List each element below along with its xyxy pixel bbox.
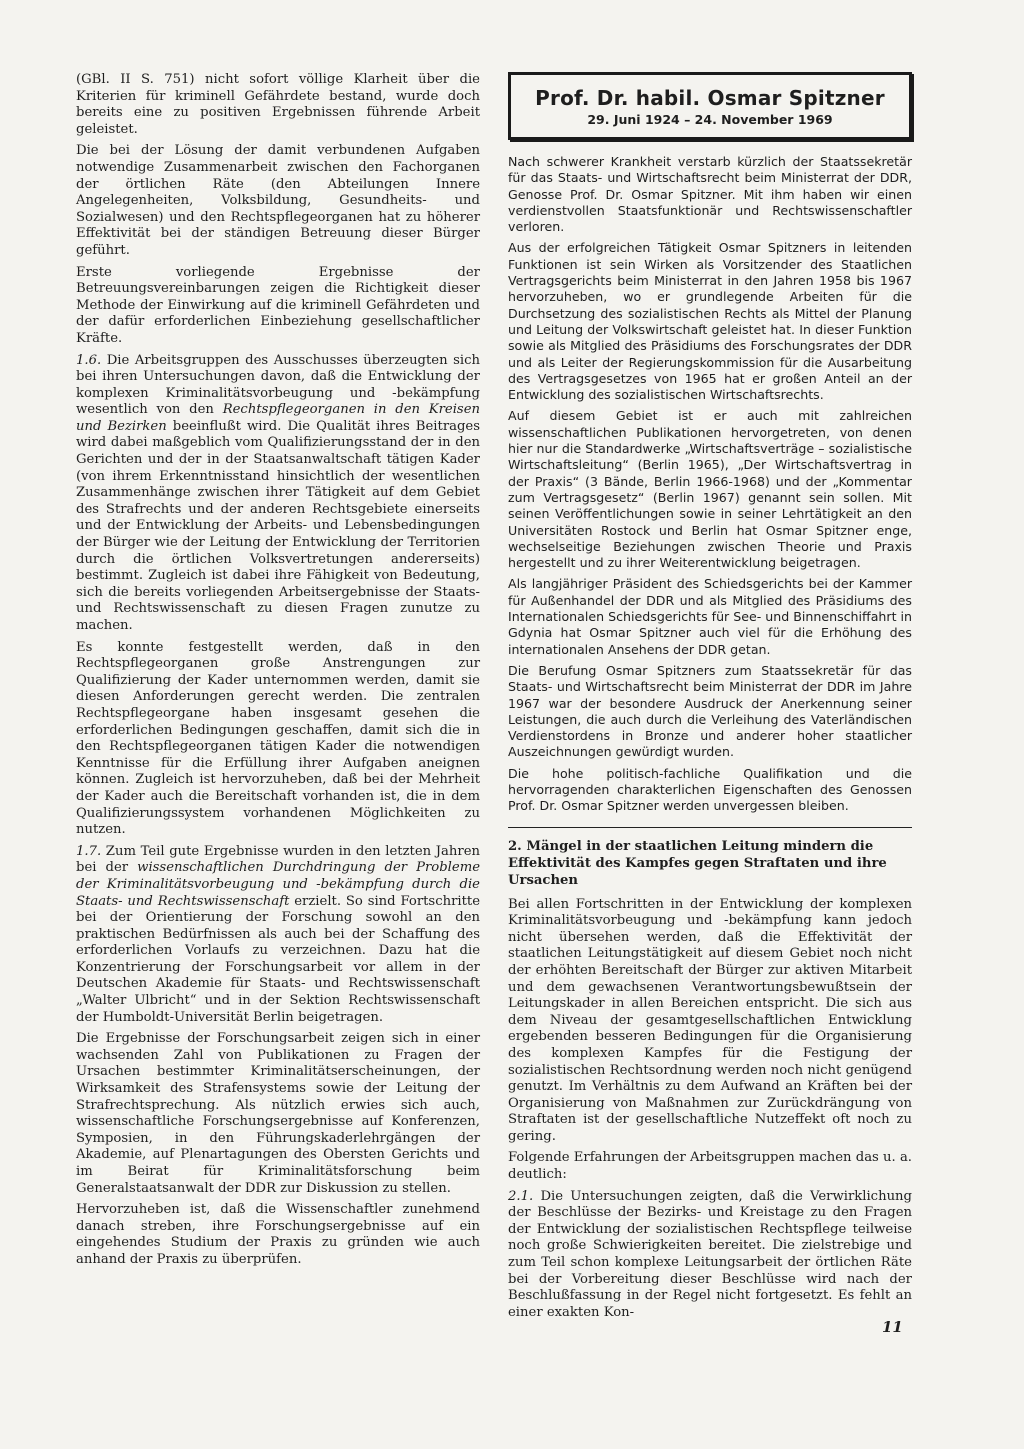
- left-column: [76, 72, 480, 1274]
- paragraph: Die bei der Lösung der damit verbundenen Aufgaben notwendige Zusammenarbeit zwischen den Fachorganen der örtlichen Räte (den Abteilungen Innere Angelegenheiten, Volksbildung, Gesundheits- und Sozialwesen) und den Rechtspflegeorganen hat zu höherer Effektivität bei der ständigen Betreuung dieser Bürger geführt.: [76, 143, 480, 258]
- text-run: Zum Teil gute Ergebnisse wurden in den letzten Jahren bei der: [76, 843, 480, 876]
- paragraph: Folgende Erfahrungen der Arbeitsgruppen machen das u. a. deutlich:: [508, 1150, 912, 1183]
- page-number: 11: [882, 1318, 903, 1336]
- emphasis-text: Rechtspflegeorganen in den Kreisen und Bezirken: [76, 402, 480, 434]
- section-heading: 2. Mängel in der staatlichen Leitung mindern die Effektivität des Kampfes gegen Straftaten und ihre Ursachen: [508, 838, 887, 888]
- text-run: erzielt. So sind Fortschritte bei der Orientierung der Forschung sowohl an den praktischen Bedürfnissen als auch bei der Schaffung des erforderlichen Vorlaufs zu verzeichnen. Dazu hat die Konzentrierung der Forschungsarbeit vor allem in der Deutschen Akademie für Staats- und Rechtswissenschaft „Walter Ulbricht“ und in der Sektion Rechtswissenschaft der Humboldt-Universität Berlin beigetragen.: [76, 893, 480, 1025]
- text-run: Die Arbeitsgruppen des Ausschusses überzeugten sich bei ihren Untersuchungen davon, daß die Entwicklung der komplexen Kriminalitätsvorbeugung und -bekämpfung wesentlich von den: [76, 352, 480, 418]
- section-number: 1.7.: [76, 843, 102, 859]
- divider: [508, 827, 912, 828]
- paragraph: Auf diesem Gebiet ist er auch mit zahlreichen wissenschaftlichen Publikationen hervorgetreten, von denen hier nur die Standardwerke „Wirtschaftsverträge – sozialistische Wirtschaftsleitung“ (Berlin 1965), „Der Wirtschaftsvertrag in der Praxis“ (3 Bände, Berlin 1966-1968) und der „Kommentar zum Vertragsgesetz“ (Berlin 1967) genannt sein sollen. Mit seinen Veröffentlichungen sowie in seiner Lehrtätigkeit an den Universitäten Rostock und Berlin hat Osmar Spitzner enge, wechselseitige Beziehungen zwischen Theorie und Praxis hergestellt und zu ihrer Weiterentwicklung beigetragen.: [508, 408, 912, 571]
- paragraph: Die Ergebnisse der Forschungsarbeit zeigen sich in einer wachsenden Zahl von Publikationen zu Fragen der Ursachen bestimmter Kriminalitätserscheinungen, der Wirksamkeit des Strafensystems sowie der Leitung der Strafrechtsprechung. Als nützlich erwies sich auch, wissenschaftliche Forschungsergebnisse auf Konferenzen, Symposien, in den Führungskaderlehrgängen der Akademie, auf Plenartagungen des Obersten Gerichts und im Beirat für Kriminalitätsforschung beim Generalstaatsanwalt der DDR zur Diskussion zu stellen.: [76, 1031, 480, 1196]
- obituary-name: Prof. Dr. habil. Osmar Spitzner: [535, 86, 885, 110]
- text-run: beeinflußt wird. Die Qualität ihres Beitrages wird dabei maßgeblich vom Qualifizierungsstand der in den Gerichten und der in der Staatsanwaltschaft tätigen Kader (von ihrem Erkenntnisstand hinsichtlich der wesentlichen Zusammenhänge zwischen ihrer Tätigkeit auf dem Gebiet des Strafrechts und der anderen Rechtsgebiete einerseits und der Entwicklung der Arbeits- und Lebensbedingungen der Bürger wie der Leitung der Entwicklung der Territorien durch die örtlichen Volksvertretungen andererseits) bestimmt. Zugleich ist dabei ihre Fähigkeit von Bedeutung, sich die bereits vorliegenden Arbeitsergebnisse der Staats- und Rechtswissenschaft zu diesen Fragen zunutze zu machen.: [76, 418, 481, 633]
- paragraph: Hervorzuheben ist, daß die Wissenschaftler zunehmend danach streben, ihre Forschungsergebnisse auf ein eingehendes Studium der Praxis zu gründen wie auch anhand der Praxis zu überprüfen.: [76, 1202, 480, 1267]
- section-number: 1.6.: [76, 352, 102, 368]
- section-number: 2.1.: [508, 1188, 534, 1204]
- obituary-text: [508, 154, 912, 815]
- paragraph: Die Berufung Osmar Spitzners zum Staatssekretär für das Staats- und Wirtschaftsrecht beim Ministerrat der DDR im Jahre 1967 war der besondere Ausdruck der Anerkennung seiner Leistungen, die auch durch die Verleihung des Vaterländischen Verdienstordens in Bronze und anderer hoher staatlicher Auszeichnungen gewürdigt wurden.: [508, 662, 912, 760]
- paragraph: Die hohe politisch-fachliche Qualifikation und die hervorragenden charakterlichen Eigenschaften des Genossen Prof. Dr. Osmar Spitzner werden unvergessen bleiben.: [508, 765, 912, 814]
- emphasis-text: wissenschaftlichen Durchdringung der Probleme der Kriminalitätsvorbeugung und -bekämpfung durch die Staats- und Rechtswissenschaft: [76, 860, 481, 909]
- text-run: Die Untersuchungen zeigten, daß die Verwirklichung der Beschlüsse der Bezirks- und Kreistage zu den Fragen der Entwicklung der sozialistischen Rechtspflege teilweise noch große Schwierigkeiten bereitet. Die zielstrebige und zum Teil schon komplexe Leitungsarbeit der örtlichen Räte bei der Vorbereitung dieser Beschlüsse wird nach der Beschlußfassung in der Regel nicht fortgesetzt. Es fehlt an einer exakten Kon-: [508, 1188, 912, 1320]
- obituary-dates: 29. Juni 1924 – 24. November 1969: [587, 112, 833, 127]
- paragraph: Erste vorliegende Ergebnisse der Betreuungsvereinbarungen zeigen die Richtigkeit dieser Methode der Einwirkung auf die kriminell Gefährdeten und der dafür erforderlichen Einbeziehung gesellschaftlicher Kräfte.: [76, 264, 480, 346]
- obituary-header-box: [508, 72, 912, 140]
- paragraph: Bei allen Fortschritten in der Entwicklung der komplexen Kriminalitätsvorbeugung und -bekämpfung kann jedoch nicht übersehen werden, daß die Effektivität der staatlichen Leitungstätigkeit auf diesem Gebiet noch nicht der erhöhten Bereitschaft der Bürger zur aktiven Mitarbeit und dem gewachsenen Verantwortungsbewußtsein der Leitungskader in allen Bereichen entspricht. Die sich aus dem Niveau der gesamtgesellschaftlichen Entwicklung ergebenden besseren Bedingungen für die Organisierung des komplexen Kampfes für die Festigung der sozialistischen Rechtsordnung werden noch nicht genügend genutzt. Im Verhältnis zu dem Aufwand an Kräften bei der Organisierung von Maßnahmen zur Zurückdrängung von Straftaten ist der gesellschaftliche Nutzeffekt oft noch zu gering.: [508, 896, 912, 1144]
- paragraph: Als langjähriger Präsident des Schiedsgerichts bei der Kammer für Außenhandel der DDR und als Mitglied des Präsidiums des Internationalen Schiedsgerichts für See- und Binnenschiffahrt in Gdynia hat Osmar Spitzner auch viel für die Erhöhung des internationalen Ansehens der DDR getan.: [508, 576, 913, 657]
- paragraph-1-6: [76, 353, 480, 635]
- paragraph: Nach schwerer Krankheit verstarb kürzlich der Staatssekretär für das Staats- und Wirtschaftsrecht beim Ministerrat der DDR, Genosse Prof. Dr. Osmar Spitzner. Mit ihm haben wir einen verdienstvollen Staatsfunktionär und Rechtswissenschaftler verloren.: [508, 154, 912, 235]
- paragraph-2-1: [508, 1189, 912, 1322]
- paragraph-1-7: [76, 844, 480, 1027]
- right-column: [508, 72, 912, 1326]
- paragraph: (GBl. II S. 751) nicht sofort völlige Klarheit über die Kriterien für kriminell Gefährdete bestand, wurde doch bereits eine zu positiven Ergebnissen führende Arbeit geleistet.: [76, 72, 480, 137]
- paragraph: Es konnte festgestellt werden, daß in den Rechtspflegeorganen große Anstrengungen zur Qualifizierung der Kader unternommen werden, damit sie diesen Anforderungen gerecht werden. Die zentralen Rechtspflegeorgane haben insgesamt gesehen die erforderlichen Bedingungen geschaffen, damit sich die in den Rechtspflegeorganen tätigen Kader die notwendigen Kenntnisse für die Erfüllung ihrer Aufgaben aneignen können. Zugleich ist hervorzuheben, daß bei der Mehrheit der Kader auch die Bereitschaft vorhanden ist, die in dem Qualifizierungssystem vorhandenen Möglichkeiten zu nutzen.: [76, 639, 480, 838]
- paragraph: Aus der erfolgreichen Tätigkeit Osmar Spitzners in leitenden Funktionen ist sein Wirken als Vorsitzender des Staatlichen Vertragsgerichts beim Ministerrat in den Jahren 1958 bis 1967 hervorzuheben, wo er grundlegende Arbeiten für die Durchsetzung des sozialistischen Rechts als Mittel der Planung und Leitung der Volkswirtschaft geleistet hat. In dieser Funktion sowie als Mitglied des Präsidiums des Forschungsrates der DDR und als Leiter der Regierungskommission für die Ausarbeitung des Vertragsgesetzes von 1965 hat er großen Anteil an der Entwicklung des sozialistischen Wirtschaftsrechts.: [508, 240, 912, 403]
